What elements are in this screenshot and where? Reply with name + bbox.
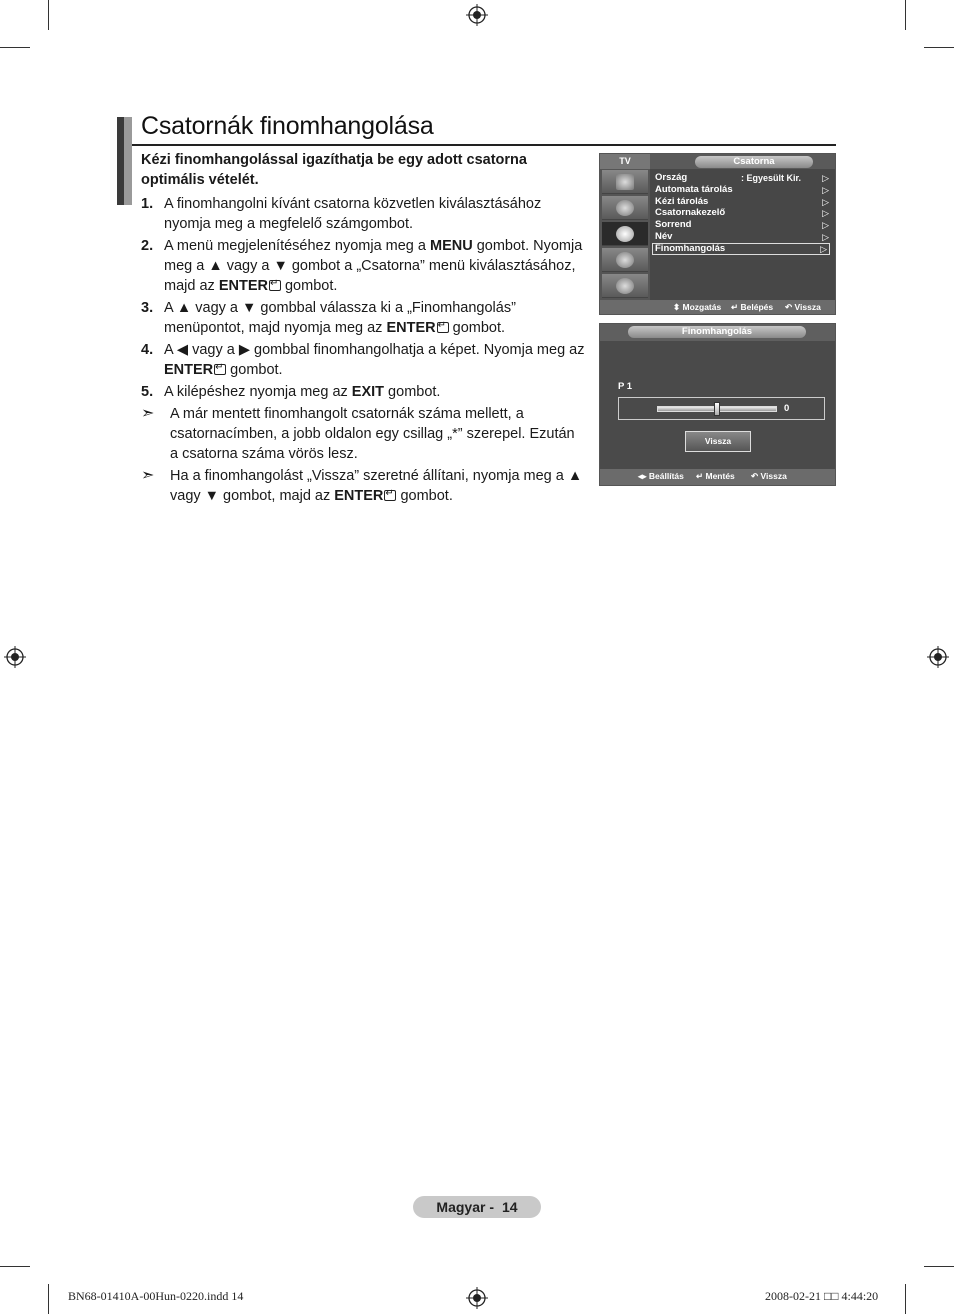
intro-text: Kézi finomhangolással igazíthatja be egy adott csatorna optimális vételét. [141,152,527,188]
registration-mark-icon [927,646,949,668]
osd-menu-item[interactable] [655,231,831,243]
registration-mark-icon [4,646,26,668]
instruction-step [141,382,586,402]
crop-mark [905,1284,906,1314]
osd-menu-header: Csatorna [695,156,813,168]
save-hint: ↵ Mentés [696,471,735,481]
file-slug: BN68-01410A-00Hun-0220.indd 14 [68,1289,244,1303]
title-accent-bar [117,117,124,205]
osd-menu-item-label: Sorrend [655,219,692,230]
step-text: A menü megjelenítéséhez nyomja meg a MENU gombot. Nyomja meg a ▲ vagy a ▼ gombot a „Csatorna” menü kiválasztásához, majd az ENTER↵ gombot. [164,238,582,294]
osd-menu-item-label: Csatornakezelő [655,207,726,218]
registration-mark-icon [466,4,488,26]
osd-menu-item-label: Név [655,231,673,242]
reset-button[interactable]: Vissza [685,431,751,452]
osd-channel-menu [599,153,836,315]
enter-key-icon [384,490,396,501]
crop-mark [924,1266,954,1267]
enter-key-icon [214,364,226,375]
osd-icon-column [600,169,650,300]
step-text: A kilépéshez nyomja meg az EXIT gombot. [164,384,441,400]
title-rule [132,144,836,146]
enter-hint: ↵ Belépés [731,302,774,312]
osd-finetune-screen [599,323,836,486]
key-name: ENTER [164,362,214,378]
step-text: A ◀ vagy a ▶ gombbal finomhangolhatja a képet. Nyomja meg az ENTER↵ gombot. [164,342,584,378]
submenu-arrow-icon: ▷ [820,244,827,254]
osd-menu-item[interactable] [655,219,831,231]
picture-icon [602,170,648,194]
note [141,466,586,506]
submenu-arrow-icon: ▷ [822,232,829,242]
osd-footer [600,300,835,314]
crop-mark [0,47,30,48]
osd-finetune-header: Finomhangolás [628,326,806,338]
osd-menu-item[interactable] [655,207,831,219]
page-language-label: Magyar - [436,1199,494,1215]
osd-menu-item-value: : Egyesült Kir. [741,173,802,183]
channel-number: P 1 [618,381,633,392]
finetune-value: 0 [784,403,790,414]
page-number: 14 [502,1199,518,1215]
finetune-slider-box [618,397,825,420]
key-name: MENU [429,238,473,254]
submenu-arrow-icon: ▷ [822,208,829,218]
osd-menu-item-label: Kézi tárolás [655,196,709,207]
sound-icon [602,196,648,220]
step-number: 5. [141,384,154,400]
step-number: 3. [141,300,154,316]
osd-menu-item-label: Finomhangolás [655,243,726,254]
return-hint: ↶ Vissza [751,471,787,481]
adjust-hint: ◂▸ Beállítás [638,471,684,481]
submenu-arrow-icon: ▷ [822,173,829,183]
note-arrow-icon: ➣ [141,405,155,422]
osd-menu-item-label: Automata tárolás [655,184,733,195]
crop-mark [924,47,954,48]
note-text: Ha a finomhangolást „Vissza” szeretné állítani, nyomja meg a ▲ vagy ▼ gombot, majd az ENTER↵ gombot. [170,468,582,504]
submenu-arrow-icon: ▷ [822,197,829,207]
print-timestamp: 2008-02-21 □□ 4:44:20 [765,1289,879,1303]
enter-key-icon [269,280,281,291]
page-number-badge [413,1196,541,1218]
crop-mark [0,1266,30,1267]
osd-finetune-body [600,341,835,469]
crop-mark [905,0,906,30]
crop-mark [48,0,49,30]
osd-menu-item[interactable] [655,184,831,196]
submenu-arrow-icon: ▷ [822,220,829,230]
step-number: 4. [141,342,154,358]
osd-tv-tab: TV [600,154,650,169]
osd-menu-list [650,169,835,300]
submenu-arrow-icon: ▷ [822,185,829,195]
enter-key-icon [437,322,449,333]
registration-mark-icon [466,1287,488,1309]
osd-menu-item[interactable] [655,172,831,184]
instruction-step [141,236,586,296]
crop-mark [48,1284,49,1314]
note-arrow-icon: ➣ [141,467,155,484]
key-name: ENTER [218,278,268,294]
input-icon [602,274,648,298]
step-text: A finomhangolni kívánt csatorna közvetlen kiválasztásához nyomja meg a megfelelő számgombot. [164,196,542,232]
step-number: 2. [141,238,154,254]
instruction-step [141,340,586,380]
move-hint: ⬍ Mozgatás [673,302,722,312]
osd-topbar [600,154,835,169]
step-text: A ▲ vagy a ▼ gombbal válassza ki a „Finomhangolás” menüpontot, majd nyomja meg az ENTER↵ gombot. [164,300,516,336]
finetune-slider-thumb[interactable] [714,402,720,416]
instruction-step [141,194,586,234]
page-title: Csatornák finomhangolása [141,112,434,140]
channel-icon [602,222,648,246]
instruction-step [141,298,586,338]
key-name: EXIT [351,384,385,400]
osd-footer [600,469,835,485]
key-name: ENTER [386,320,436,336]
title-accent-bar [124,117,132,205]
setup-icon [602,248,648,272]
instruction-list [141,194,586,508]
osd-menu-item-label: Ország [655,172,688,183]
step-number: 1. [141,196,154,212]
note [141,404,586,464]
osd-menu-item[interactable] [652,243,830,255]
return-hint: ↶ Vissza [785,302,821,312]
key-name: ENTER [334,488,384,504]
note-text: A már mentett finomhangolt csatornák száma mellett, a csatornacímben, a jobb oldalon egy csillag „*” szerepel. Ezután a csatorna száma vörös lesz. [170,406,575,462]
